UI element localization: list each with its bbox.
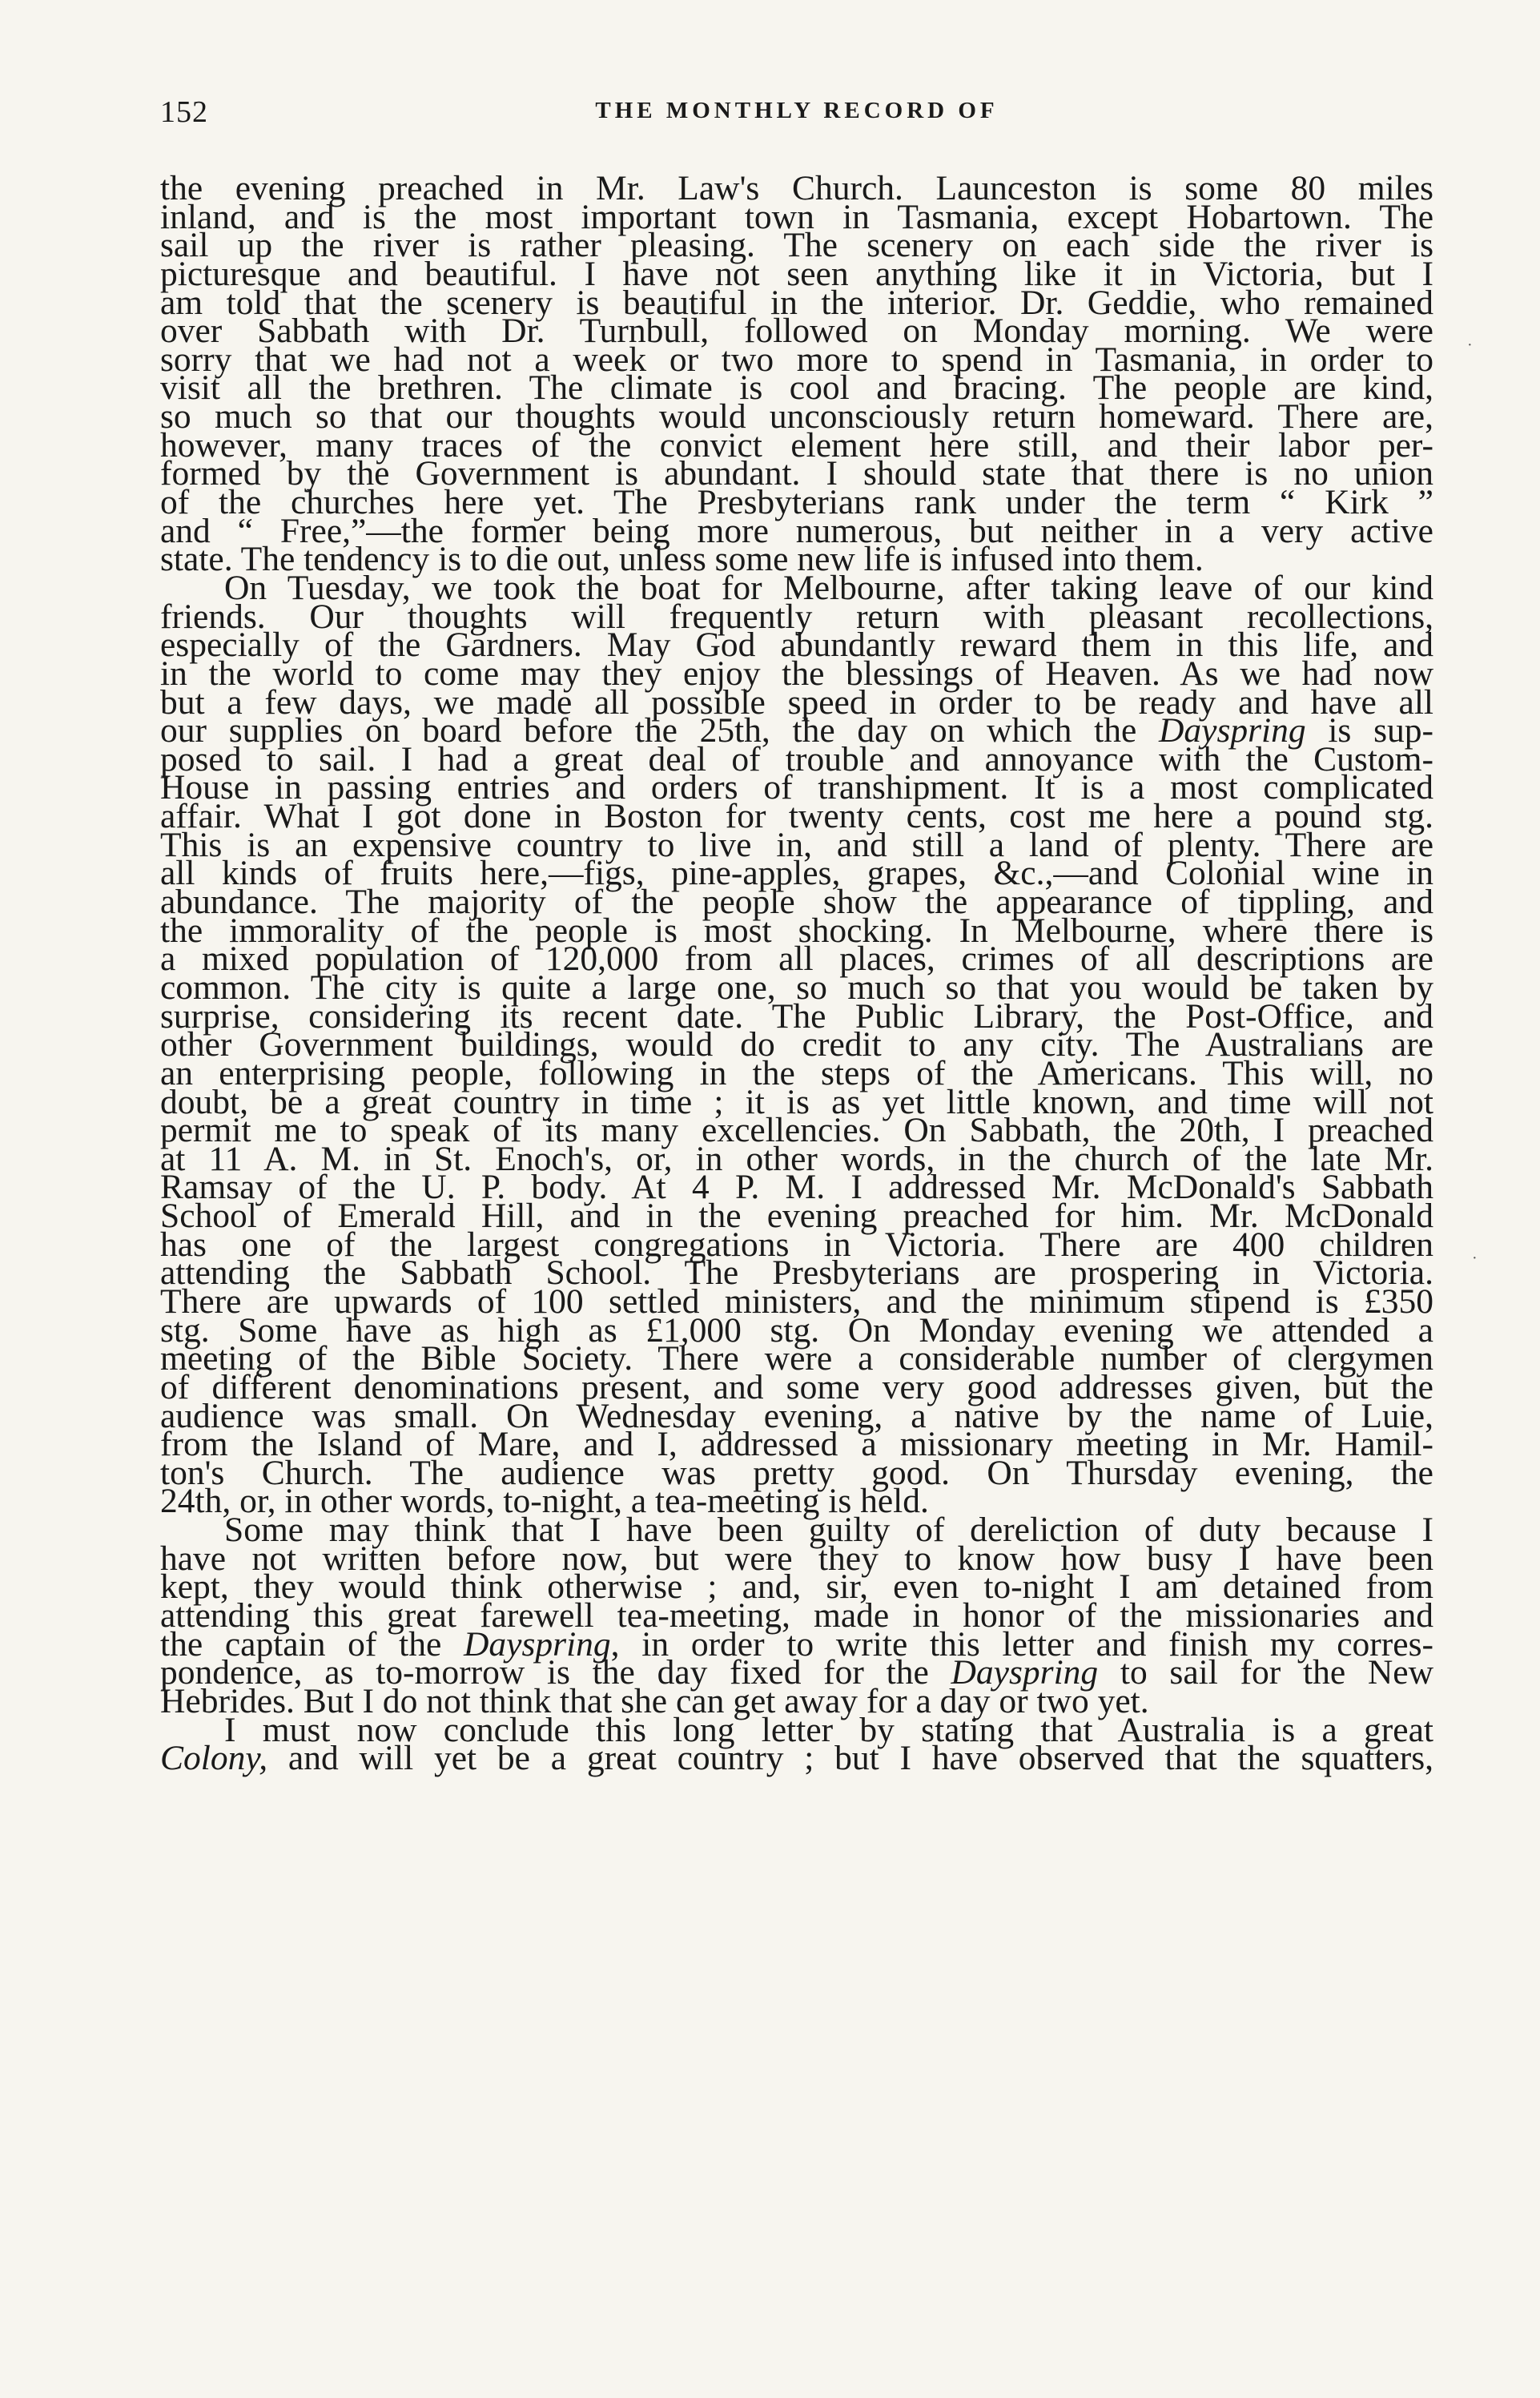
text-line: sail up the river is rather pleasing. The scenery on each side the river is [160,226,1433,265]
text-line: permit me to speak of its many excellencies. On Sabbath, the 20th, I preached [160,1111,1433,1150]
text-line: and “ Free,”—the former being more numerous, but neither in a very active [160,511,1433,550]
text-line: doubt, be a great country in time ; it is as yet little known, and time will not [160,1082,1433,1121]
text-line: especially of the Gardners. May God abundantly reward them in this life, and [160,626,1433,665]
text-line: of different denominations present, and some very good addresses given, but the [160,1367,1433,1406]
text-line: the immorality of the people is most shocking. In Melbourne, where there is [160,911,1433,950]
text-line: kept, they would think otherwise ; and, sir, even to-night I am detained from [160,1567,1433,1607]
text-line: Colony, and will yet be a great country ; but I have observed that the squatters, [160,1739,1433,1778]
text-line: abundance. The majority of the people show the appearance of tippling, and [160,883,1433,922]
text-line: other Government buildings, would do credit to any city. The Australians are [160,1025,1433,1064]
text-line: of the churches here yet. The Presbyterians rank under the term “ Kirk ” [160,483,1433,522]
text-line: am told that the scenery is beautiful in the interior. Dr. Geddie, who remained [160,283,1433,322]
margin-mark: · [1467,336,1473,354]
text-line: Ramsay of the U. P. body. At 4 P. M. I addressed Mr. McDonald's Sabbath [160,1168,1433,1207]
text-line: all kinds of fruits here,—figs, pine-apples, grapes, &c.,—and Colonial wine in [160,854,1433,893]
page-header [160,95,1433,135]
text-line: inland, and is the most important town in Tasmania, except Hobartown. The [160,197,1433,236]
paragraph-first-line: On Tuesday, we took the boat for Melbourne, after taking leave of our kind [224,568,1433,607]
text-line: ton's Church. The audience was pretty good. On Thursday evening, the [160,1453,1433,1492]
text-line: meeting of the Bible Society. There were a considerable number of clergymen [160,1339,1433,1378]
text-line: sorry that we had not a week or two more to spend in Tasmania, in order to [160,340,1433,379]
text-line: have not written before now, but were they to know how busy I have been [160,1539,1433,1578]
text-line: There are upwards of 100 settled ministers, and the minimum stipend is £350 [160,1281,1433,1321]
body-text [160,169,1433,1778]
text-line: friends. Our thoughts will frequently return with pleasant recollections, [160,597,1433,636]
text-line: posed to sail. I had a great deal of trouble and annoyance with the Custom- [160,739,1433,779]
text-line: state. The tendency is to die out, unless some new life is infused into them. [160,540,1204,579]
text-line: in the world to come may they enjoy the blessings of Heaven. As we had now [160,654,1433,693]
text-line: our supplies on board before the 25th, the day on which the Dayspring is sup- [160,711,1433,750]
text-line: the evening preached in Mr. Law's Church. Launceston is some 80 miles [160,169,1433,207]
running-title: THE MONTHLY RECORD OF [595,98,999,123]
text-line: affair. What I got done in Boston for twenty cents, cost me here a pound stg. [160,797,1433,836]
text-line: School of Emerald Hill, and in the evening preached for him. Mr. McDonald [160,1197,1433,1236]
text-line: visit all the brethren. The climate is cool and bracing. The people are kind, [160,368,1433,408]
page-number: 152 [160,95,208,129]
text-line: pondence, as to-morrow is the day fixed for the Dayspring to sail for the New [160,1653,1433,1692]
margin-mark: · [1472,1249,1478,1267]
text-line: has one of the largest congregations in Victoria. There are 400 children [160,1225,1433,1264]
text-line: over Sabbath with Dr. Turnbull, followed on Monday morning. We were [160,312,1433,351]
text-line: the captain of the Dayspring, in order to write this letter and finish my corres- [160,1624,1433,1664]
text-line: at 11 A. M. in St. Enoch's, or, in other words, in the church of the late Mr. [160,1139,1433,1178]
text-line: attending the Sabbath School. The Presbyterians are prospering in Victoria. [160,1253,1433,1293]
text-line: an enterprising people, following in the steps of the Americans. This will, no [160,1053,1433,1092]
text-line: however, many traces of the convict element here still, and their labor per- [160,425,1433,465]
text-line: House in passing entries and orders of transhipment. It is a most complicated [160,768,1433,807]
text-line: so much so that our thoughts would unconsciously return homeward. There are, [160,397,1433,437]
text-line: stg. Some have as high as £1,000 stg. On Monday evening we attended a [160,1310,1433,1350]
text-line: attending this great farewell tea-meeting, made in honor of the missionaries and [160,1596,1433,1636]
text-line: 24th, or, in other words, to-night, a tea-meeting is held. [160,1482,929,1521]
text-line: surprise, considering its recent date. The Public Library, the Post-Office, and [160,996,1433,1036]
text-line: common. The city is quite a large one, so much so that you would be taken by [160,968,1433,1007]
text-line: a mixed population of 120,000 from all places, crimes of all descriptions are [160,939,1433,979]
text-line: Hebrides. But I do not think that she can get away for a day or two yet. [160,1681,1149,1720]
text-line: audience was small. On Wednesday evening, a native by the name of Luie, [160,1396,1433,1435]
paragraph-first-line: I must now conclude this long letter by stating that Australia is a great [224,1710,1433,1749]
text-line: picturesque and beautiful. I have not seen anything like it in Victoria, but I [160,254,1433,293]
text-line: This is an expensive country to live in, and still a land of plenty. There are [160,825,1433,864]
paragraph-first-line: Some may think that I have been guilty of dereliction of duty because I [224,1511,1433,1550]
text-line: formed by the Government is abundant. I should state that there is no union [160,454,1433,493]
text-line: from the Island of Mare, and I, addressed a missionary meeting in Mr. Hamil- [160,1425,1433,1464]
text-line: but a few days, we made all possible speed in order to be ready and have all [160,682,1433,722]
